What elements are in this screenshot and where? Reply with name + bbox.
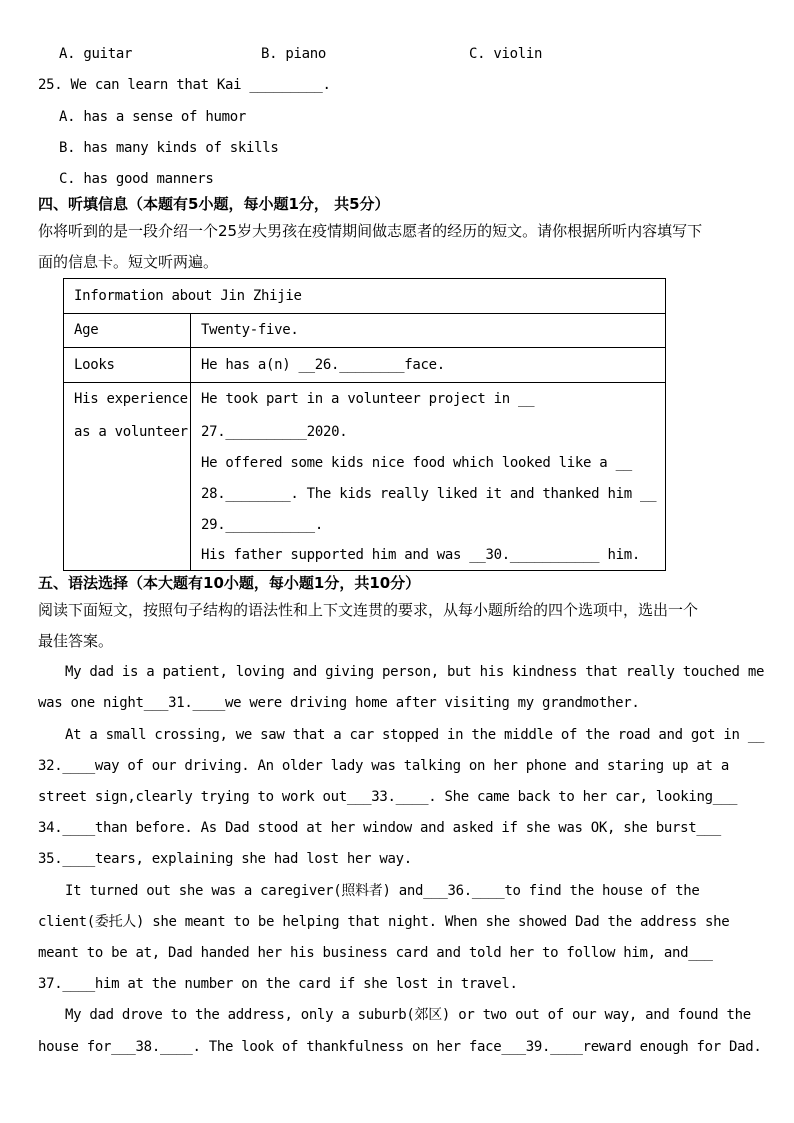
table-title: Information about Jin Zhijie	[74, 288, 302, 304]
experience-line-2	[201, 422, 347, 442]
blank-36: ___36.____	[423, 883, 505, 899]
q24-option-b: B. piano	[261, 46, 327, 62]
passage-text: was one night	[38, 695, 144, 711]
section5-intro-line2: 最佳答案。	[38, 632, 114, 650]
experience-line-1: He took part in a volunteer project in __	[201, 391, 535, 407]
passage-text: reward enough for Dad.	[582, 1039, 762, 1055]
passage-text: street sign,clearly trying to work out	[38, 789, 347, 805]
section4-intro-line2: 面的信息卡。短文听两遍。	[38, 253, 219, 271]
passage-line	[38, 849, 412, 869]
q25-stem-text: 25. We can learn that Kai	[38, 77, 242, 93]
section5-intro-line1: 阅读下面短文，按照句子结构的语法性和上下文连贯的要求，从每小题所给的四个选项中，选出一个	[38, 601, 699, 619]
table-value-looks	[201, 355, 445, 375]
blank-33: ___33.____	[346, 789, 429, 805]
looks-text: He has a(n)	[201, 357, 299, 373]
blank-32: 32.____	[38, 758, 95, 774]
passage-line	[38, 693, 640, 713]
experience-line-3: He offered some kids nice food which looked like a __	[201, 455, 632, 471]
passage-text: him at the number on the card if she lost in travel.	[94, 976, 518, 992]
q25-option-b: B. has many kinds of skills	[59, 140, 279, 156]
passage-text: we were driving home after visiting my grandmother.	[224, 695, 640, 711]
table-label-looks: Looks	[74, 357, 115, 373]
blank-26: __26.________	[298, 357, 405, 373]
blank-34: 34.____	[38, 820, 95, 836]
q25-stem	[38, 75, 331, 95]
blank-28: 28.________	[201, 486, 291, 502]
table-value-age: Twenty-five.	[201, 322, 299, 338]
table-divider	[64, 313, 665, 314]
blank-27: 27.__________	[201, 424, 307, 440]
table-label-age: Age	[74, 322, 99, 338]
q25-option-c: C. has good manners	[59, 171, 214, 187]
experience-line-6	[201, 545, 640, 565]
info-table	[63, 278, 666, 571]
passage-line	[38, 756, 729, 776]
table-divider	[64, 382, 665, 383]
passage-text: It turned out she was a caregiver(照料者) and	[65, 883, 424, 899]
passage-line	[38, 818, 721, 838]
blank-29: 29.___________	[201, 517, 315, 533]
passage-line: My dad drove to the address, only a suburb(郊区) or two out of our way, and found the	[65, 1007, 751, 1023]
table-label-experience-1: His experience	[74, 391, 188, 407]
experience-line-4	[201, 484, 656, 504]
passage-line: meant to be at, Dad handed her his business card and told her to follow him, and___	[38, 945, 713, 961]
looks-text-end: face.	[404, 357, 445, 373]
blank-30: __30.___________	[469, 547, 600, 563]
section4-intro-line1: 你将听到的是一段介绍一个25岁大男孩在疫情期间做志愿者的经历的短文。请你根据所听内容填写下	[38, 222, 703, 240]
passage-text: house for	[38, 1039, 112, 1055]
q25-end: .	[322, 77, 331, 93]
passage-line: My dad is a patient, loving and giving person, but his kindness that really touched me	[65, 664, 765, 680]
q25-blank: _________	[249, 77, 323, 93]
passage-line	[38, 974, 518, 994]
blank-39: ___39.____	[501, 1039, 583, 1055]
experience-text: His father supported him and was	[201, 547, 470, 563]
section4-heading: 四、听填信息（本题有5小题，每小题1分， 共5分）	[38, 195, 390, 213]
passage-text: way of our driving. An older lady was talking on her phone and staring up at a	[94, 758, 729, 774]
q24-option-a: A. guitar	[59, 46, 133, 62]
blank-35: 35.____	[38, 851, 95, 867]
q25-option-a: A. has a sense of humor	[59, 109, 246, 125]
passage-text: to find the house of the	[504, 883, 700, 899]
section5-heading: 五、语法选择（本大题有10小题，每小题1分，共10分）	[38, 574, 421, 592]
experience-text: .	[314, 517, 323, 533]
experience-year: 2020.	[306, 424, 348, 440]
passage-line	[38, 787, 737, 807]
table-divider	[64, 347, 665, 348]
table-label-experience-2: as a volunteer	[74, 424, 188, 440]
passage-line	[38, 1037, 762, 1057]
passage-line: At a small crossing, we saw that a car stopped in the middle of the road and got in __	[65, 727, 765, 743]
blank-38: ___38.____	[111, 1039, 193, 1055]
passage-line	[65, 881, 700, 901]
blank-37: 37.____	[38, 976, 95, 992]
passage-text: . She came back to her car, looking___	[428, 789, 738, 805]
passage-text: than before. As Dad stood at her window and asked if she was OK, she burst___	[94, 820, 721, 836]
passage-text: tears, explaining she had lost her way.	[94, 851, 412, 867]
passage-line: client(委托人) she meant to be helping that night. When she showed Dad the address she	[38, 914, 730, 930]
passage-text: . The look of thankfulness on her face	[192, 1039, 502, 1055]
experience-line-5	[201, 515, 323, 535]
experience-text: him.	[599, 547, 640, 563]
blank-31: ___31.____	[143, 695, 225, 711]
table-column-divider	[190, 313, 191, 571]
q24-option-c: C. violin	[469, 46, 543, 62]
experience-text: . The kids really liked it and thanked him __	[290, 486, 657, 502]
